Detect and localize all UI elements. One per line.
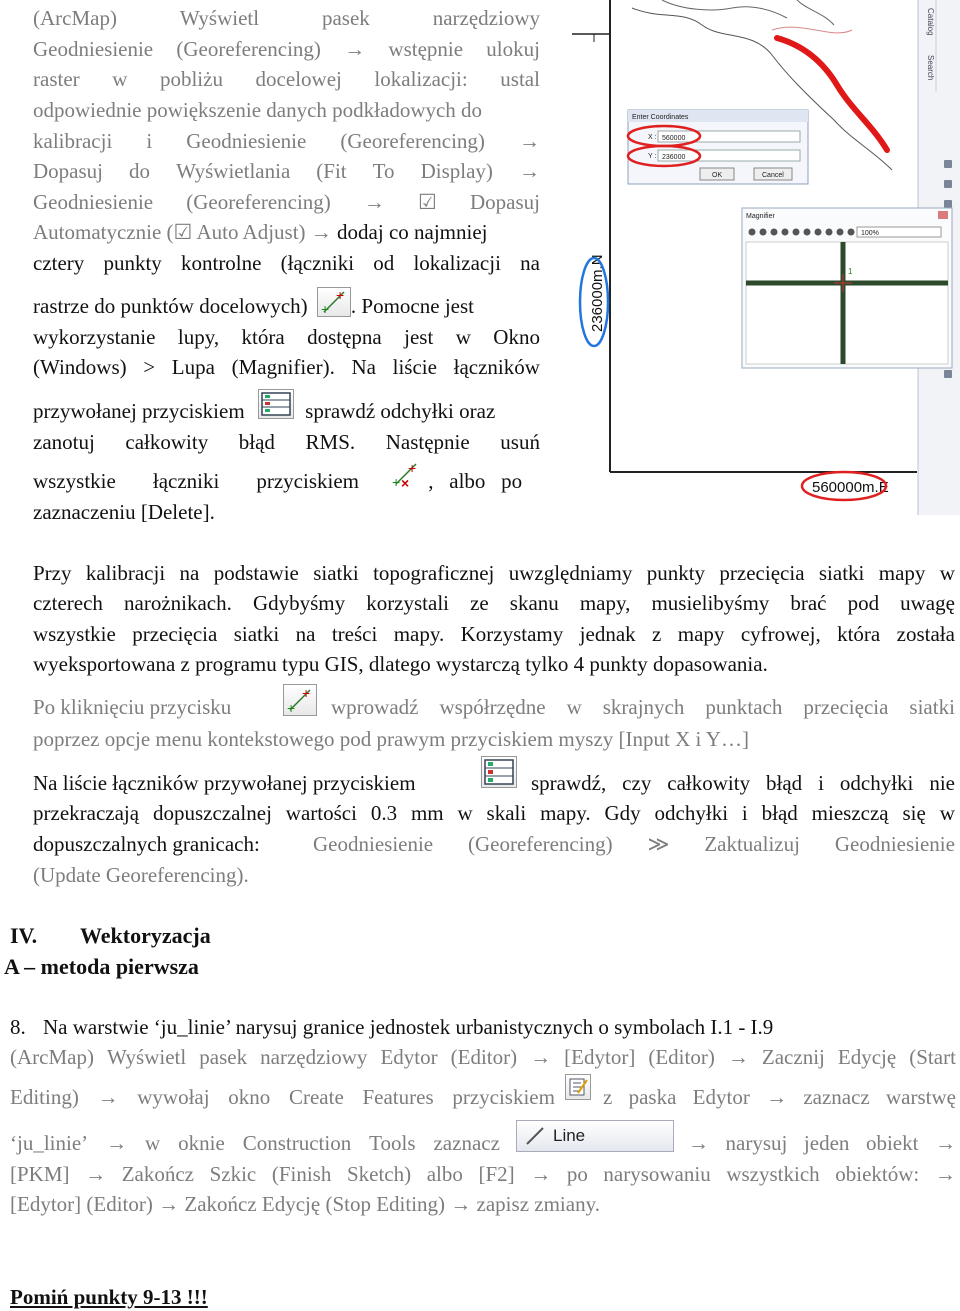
word: treści [331,622,378,646]
word: Sketch) [346,1162,412,1186]
word: Edycję [837,1045,897,1069]
magnifier-window [742,208,952,368]
word: Geodniesienie [313,832,434,856]
word: po [566,1162,588,1186]
word: wprowadź [331,695,419,719]
section-number: IV. [10,923,38,948]
word: → [97,1085,119,1109]
text-span: dopuszczalnych granicach: [33,832,260,856]
word: → [935,1131,956,1155]
word: (Finish [271,1162,332,1186]
word: skanu [509,591,559,615]
word: [F2] [478,1162,515,1186]
word: czterech [33,591,103,615]
word: docelowej [255,67,342,91]
word: Gdy [604,801,641,825]
word: na [295,622,316,646]
word: → [934,1162,956,1186]
word: → [727,1045,749,1069]
word: jednak [579,622,636,646]
word: i [146,129,153,153]
magnifier-title: Magnifier [746,213,775,220]
word: zaznacz [433,1131,500,1155]
word: w [939,801,955,825]
text-line [33,685,955,722]
word: (Georeferencing) [186,190,331,214]
word: (Georeferencing) [176,37,321,61]
word: błąd [766,771,803,795]
word: (Windows) [33,355,127,379]
text-span: rastrze do punktów docelowych) [33,294,308,318]
search-tab: Search [926,55,935,81]
text-line [33,322,540,352]
text-line [33,34,540,64]
create-features-icon[interactable] [565,1074,591,1100]
word: (ArcMap) [10,1045,94,1069]
word: paska [628,1085,677,1109]
text-line: wyeksportowana z programu typu GIS, dlatego wystarczą tylko 4 punkty dopasowania. [33,652,768,676]
text-line [33,460,540,496]
text-span: Na liście łączników przywołanej przyciskiem [33,771,416,795]
word: w [939,561,955,585]
add-control-points-icon[interactable] [283,684,317,716]
word: uwagę [900,591,955,615]
word: została [896,622,955,646]
word: ze [470,591,489,615]
word: uwzględniamy [508,561,633,585]
word: kalibracji [33,129,113,153]
svg-text:Y :: Y : [648,153,657,160]
word: brać [790,591,827,615]
word: przyciskiem [452,1085,555,1109]
word: Na [351,355,376,379]
word: Display) [420,159,493,183]
delete-links-icon[interactable] [390,460,426,490]
word: (Editor) [648,1045,715,1069]
word: Zacznij [761,1045,825,1069]
word: w [112,67,128,91]
word: Szkic [209,1162,257,1186]
georeferencing-figure [572,0,960,515]
text-line [33,829,955,859]
word: z [603,1085,613,1109]
text-span [603,1082,956,1112]
word: (Editor) [450,1045,518,1069]
word: ≫ [647,832,670,856]
x-value: 560000 [662,135,686,142]
word: cyfrowej, [740,622,821,646]
word: topograficznej [373,561,495,585]
word: czy [622,771,652,795]
word: w [455,325,471,349]
word: wywołaj [137,1085,210,1109]
svg-text:+: + [302,685,311,701]
word: → [344,37,366,61]
text-span: sprawdź odchyłki oraz [305,399,496,423]
link-table-icon[interactable] [258,389,294,419]
text-line [10,1042,956,1072]
word: musielibyśmy [651,591,770,615]
word: punkty [103,251,162,275]
word: → [518,159,540,183]
text-line [33,427,540,457]
word: mapy [878,561,926,585]
text-span [688,1128,956,1158]
text-span [331,692,955,722]
word: punktach [705,695,783,719]
word: się [902,801,926,825]
word: mapy, [579,591,631,615]
word: błąd [238,430,275,454]
word: mieszczą [811,801,889,825]
word: ☑ [418,190,437,214]
word: (Georeferencing) [468,832,613,856]
word: mm [410,801,444,825]
word: wstępnie [388,37,464,61]
word: (Fit [316,159,347,183]
footer-note: Pomiń punkty 9-13 !!! [10,1285,208,1309]
text-line [33,156,540,186]
word: pasek [199,1045,248,1069]
word: Wyświetlania [176,159,291,183]
word: skrajnych [602,695,685,719]
word: → [530,1162,552,1186]
word: Editing) [10,1085,79,1109]
text-line: poprzez opcje menu kontekstowego pod prawym przyciskiem myszy [Input X i Y…] [33,727,749,751]
word: Lupa [171,355,215,379]
line-tool-label: Line [553,1126,586,1145]
word: całkowity [125,430,209,454]
svg-text:×: × [401,475,410,491]
word: Geodniesienie [834,832,955,856]
text-span: Automatycznie (☑ Auto Adjust) → [33,220,332,244]
item-number: 8. [10,1015,26,1039]
item-text: Na warstwie ‘ju_linie’ narysuj granice jednostek urbanistycznych o symbolach I.1 - I.9 [43,1015,774,1039]
text-line [33,352,540,382]
east-coordinate-label: 560000m.E [812,479,889,496]
word: (Start [909,1045,956,1069]
cancel-button: Cancel [762,172,784,179]
text-span: , albo po [428,469,523,493]
text-line [33,396,540,426]
word: w [457,801,473,825]
ok-button: OK [712,172,723,179]
word: ‘ju_linie’ [10,1131,89,1155]
text-line [33,3,540,33]
word: i [741,801,748,825]
word: oknie [178,1131,225,1155]
word: [Edytor] [564,1045,636,1069]
svg-text:+: + [392,474,401,491]
word: 0.3 [370,801,398,825]
word: lupy, [177,325,220,349]
word: Wyświetl [179,6,260,30]
word: ulokuj [486,37,540,61]
svg-text:X :: X : [648,134,657,141]
text-span [531,768,955,798]
word: przecięcia [132,622,218,646]
word: wszystkich [726,1162,820,1186]
text-line: odpowiednie powiększenie danych podkładowych do [33,98,483,122]
text-line: [Edytor] (Editor) → Zakończ Edycję (Stop Editing) → zapisz zmiany. [10,1192,600,1216]
word: > [143,355,156,379]
word: albo [426,1162,463,1186]
word: siatki [233,622,280,646]
north-coordinate-label: 236000m.N [589,254,606,332]
word: ustal [500,67,540,91]
add-control-points-icon[interactable] [317,287,351,317]
word: siatki [313,561,359,585]
word: która [837,622,881,646]
word: → [766,1085,788,1109]
word: błąd [761,801,798,825]
word: warstwę [886,1085,956,1109]
word: odchyłki [654,801,729,825]
word: To [372,159,395,183]
word: pobliżu [159,67,223,91]
word: (łączniki [280,251,355,275]
word: siatki [909,695,955,719]
text-line [33,288,540,321]
word: dostępna [307,325,382,349]
text-line [10,1012,773,1042]
word: Przy [33,561,72,585]
text-span [313,829,955,859]
text-line [10,1082,956,1112]
word: do [129,159,151,183]
word: przecięcia [719,561,805,585]
text-line [33,768,955,798]
word: wszystkie [33,622,116,646]
word: (ArcMap) [33,6,117,30]
word: narzędziowy [432,6,540,30]
word: mapy [677,622,725,646]
text-line [33,619,955,649]
word: Geodniesienie [186,129,307,153]
word: współrzędne [439,695,546,719]
word: Edytor [380,1045,438,1069]
text-line [33,248,540,278]
text-line [10,1128,956,1158]
word: zanotuj [33,430,95,454]
section-subtitle: A – metoda pierwsza [4,954,199,979]
word: → [688,1131,709,1155]
word: lokalizacji [413,251,501,275]
word: → [85,1162,107,1186]
word: pasek [321,6,370,30]
word: w [145,1131,161,1155]
word: na [520,251,540,275]
word: sprawdź, [531,771,607,795]
enter-coordinates-dialog [628,110,808,184]
word: → [518,129,540,153]
word: przecięcia [803,695,889,719]
word: [PKM] [10,1162,70,1186]
word: liście [392,355,437,379]
word: → [106,1131,128,1155]
text-line [10,1159,956,1189]
text-span [10,1128,500,1158]
word: na [179,561,200,585]
zoom-value: 100% [861,230,879,237]
word: kontrolne [180,251,262,275]
word: Gdybyśmy [252,591,346,615]
text-line [33,64,540,94]
word: odchyłki [839,771,914,795]
line-icon [517,1122,553,1150]
word: → [363,190,385,214]
word: nie [929,771,955,795]
svg-text:+: + [320,301,330,317]
word: narzędziowy [260,1045,368,1069]
text-line [33,126,540,156]
text-span: . Pomocne jest [350,294,474,318]
word: podstawie [213,561,299,585]
svg-text:+: + [408,460,417,477]
word: narysuj [725,1131,788,1155]
word: Następnie [385,430,470,454]
word: dopuszczalnej [152,801,272,825]
link-table-icon[interactable] [481,756,517,788]
word: od [373,251,395,275]
word: Zakończ [121,1162,194,1186]
word: całkowity [667,771,751,795]
word: Dopasuj [33,159,103,183]
word: kalibracji [85,561,166,585]
word: Zaktualizuj [704,832,800,856]
text-line: (Update Georeferencing). [33,863,249,887]
catalog-tab: Catalog [926,8,935,36]
word: cztery [33,251,85,275]
word: punkty [646,561,706,585]
word: Geodniesienie [33,190,154,214]
word: jeden [803,1131,850,1155]
word: Dopasuj [469,190,540,214]
text-line [33,187,540,217]
word: siatki [818,561,865,585]
word: (Georeferencing) [340,129,485,153]
svg-text:+: + [287,700,296,715]
text-line [33,217,540,247]
word: mapy. [540,801,591,825]
word: narysowaniu [603,1162,711,1186]
word: jest [404,325,434,349]
word: Tools [369,1131,416,1155]
word: obiekt [865,1131,919,1155]
word: łączniki [152,469,220,493]
word: okno [228,1085,271,1109]
word: (Magnifier). [231,355,335,379]
word: Construction [242,1131,352,1155]
y-value: 236000 [662,154,686,161]
word: zaznacz [803,1085,870,1109]
word: lokalizacji: [374,67,468,91]
word: → [530,1045,552,1069]
svg-text:+: + [335,288,345,304]
word: przyciskiem [256,469,359,493]
word: Edytor [692,1085,750,1109]
word: raster [33,67,80,91]
text-span: przywołanej przyciskiem [33,399,245,423]
word: wszystkie [33,469,116,493]
svg-text:1: 1 [848,267,853,276]
word: z [652,622,662,646]
word: Features [362,1085,434,1109]
word: RMS. [305,430,356,454]
word: korzystali [366,591,449,615]
word: obiektów: [835,1162,920,1186]
word: i [818,771,824,795]
word: Okno [493,325,540,349]
word: usuń [500,430,540,454]
text-line: zaznaczeniu [Delete]. [33,500,215,524]
word: przekraczają [33,801,140,825]
word: która [241,325,285,349]
text-span: Po kliknięciu przycisku [33,695,232,719]
line-tool-button[interactable] [516,1120,674,1152]
text-span: dodaj co najmniej [331,220,488,244]
text-span [33,466,359,496]
word: wartości [285,801,357,825]
section-title: Wektoryzacja [80,923,211,948]
text-line [33,558,955,588]
dialog-title: Enter Coordinates [632,114,689,121]
word: Wyświetl [107,1045,187,1069]
word: narożnikach. [124,591,232,615]
word: skali [486,801,527,825]
word: łączników [453,355,540,379]
word: wykorzystanie [33,325,156,349]
word: Geodniesienie [33,37,154,61]
word: w [566,695,582,719]
word: Korzystamy [460,622,564,646]
word: Create [288,1085,344,1109]
word: mapy. [393,622,445,646]
text-line [33,798,955,828]
text-span [10,1082,555,1112]
word: pod [847,591,880,615]
text-line [33,588,955,618]
